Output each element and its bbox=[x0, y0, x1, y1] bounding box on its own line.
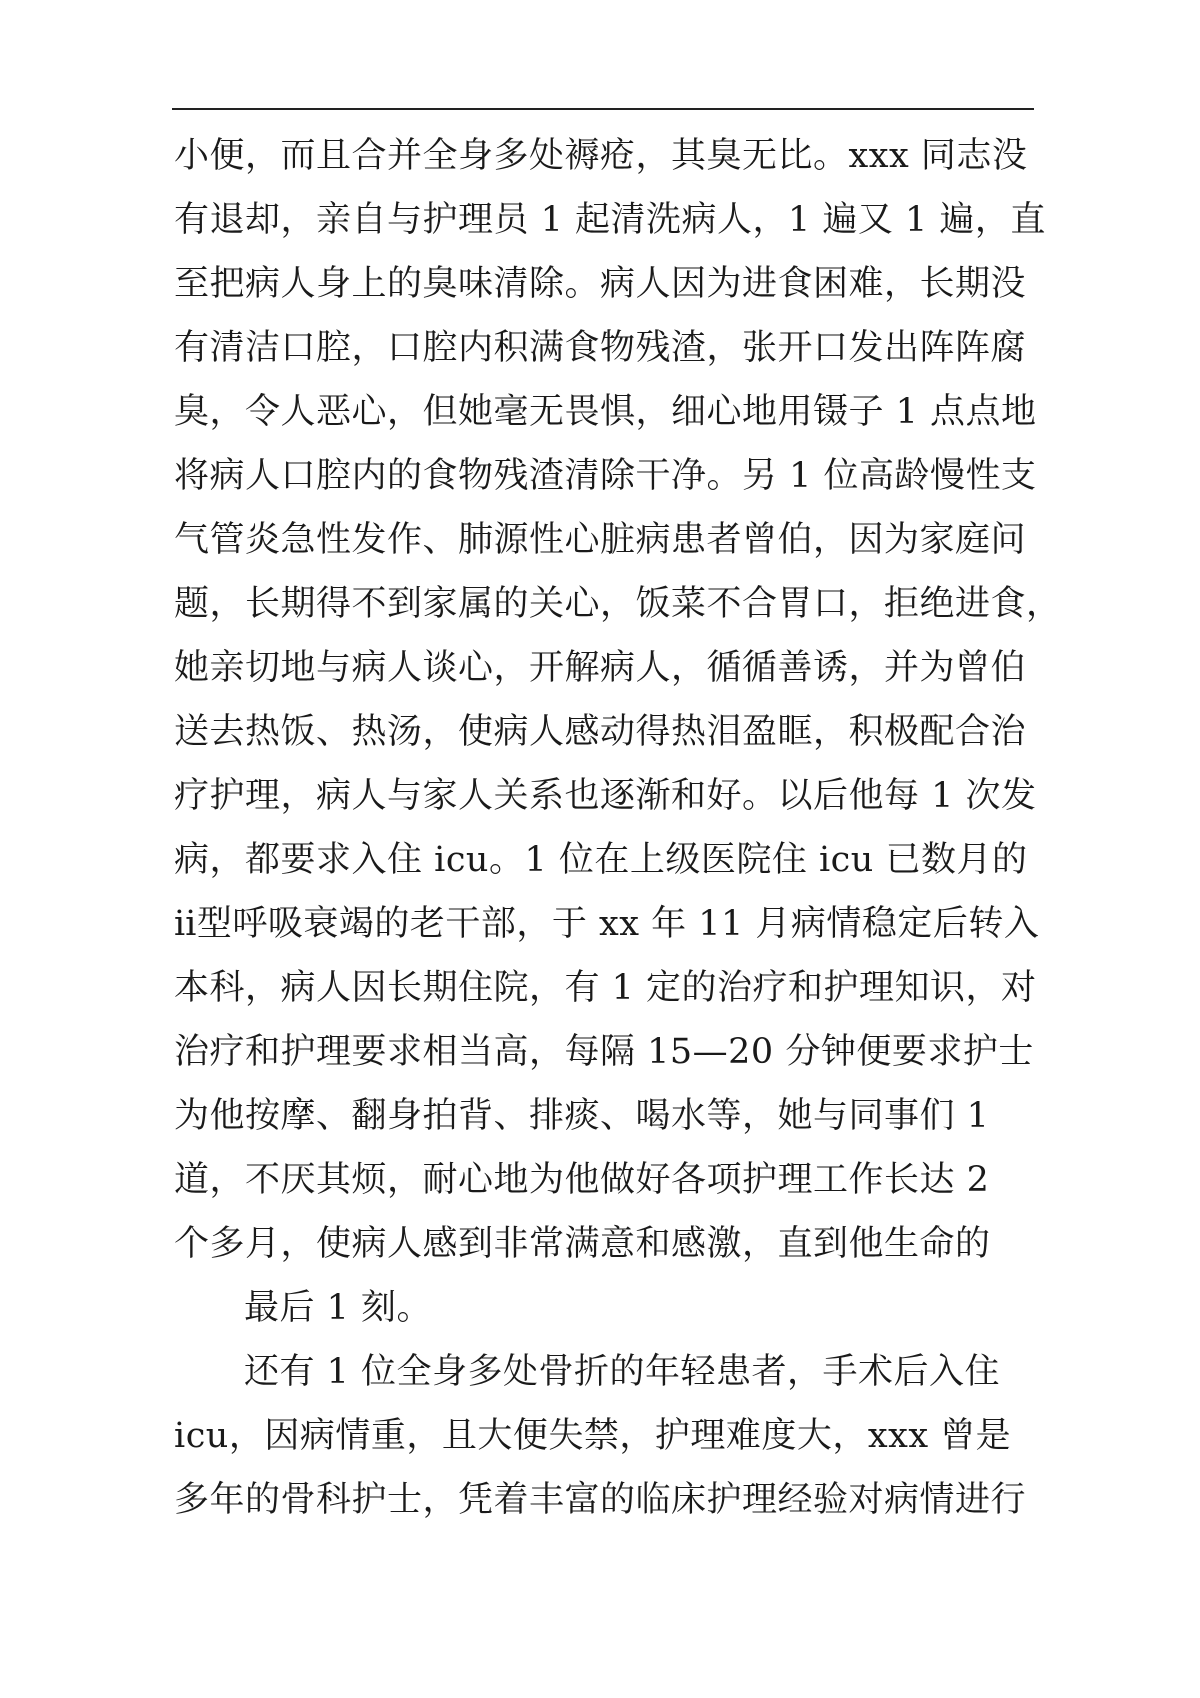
text-line: ⅱ型呼吸衰竭的老干部，于 xx 年 11 月病情稳定后转入 bbox=[174, 904, 1040, 944]
text-line: 送去热饭、热汤，使病人感动得热泪盈眶，积极配合治 bbox=[174, 712, 1027, 752]
text-line: 臭，令人恶心，但她毫无畏惧，细心地用镊子 1 点点地 bbox=[174, 392, 1037, 432]
text-line: 将病人口腔内的食物残渣清除干净。另 1 位高龄慢性支 bbox=[174, 456, 1037, 496]
text-line: 病，都要求入住 icu。1 位在上级医院住 icu 已数月的 bbox=[174, 840, 1028, 880]
header-rule bbox=[172, 108, 1034, 110]
text-line: 本科，病人因长期住院，有 1 定的治疗和护理知识，对 bbox=[174, 968, 1037, 1008]
text-line: 有清洁口腔，口腔内积满食物残渣，张开口发出阵阵腐 bbox=[174, 328, 1027, 368]
text-line: 疗护理，病人与家人关系也逐渐和好。以后他每 1 次发 bbox=[174, 776, 1037, 816]
text-line: 气管炎急性发作、肺源性心脏病患者曾伯，因为家庭问 bbox=[174, 520, 1027, 560]
text-line: 小便，而且合并全身多处褥疮，其臭无比。xxx 同志没 bbox=[174, 136, 1028, 176]
text-line: 个多月，使病人感到非常满意和感激，直到他生命的 bbox=[174, 1224, 991, 1264]
text-line: 治疗和护理要求相当高，每隔 15—20 分钟便要求护士 bbox=[174, 1032, 1034, 1072]
text-line: 至把病人身上的臭味清除。病人因为进食困难，长期没 bbox=[174, 264, 1027, 304]
text-line: 她亲切地与病人谈心，开解病人，循循善诱，并为曾伯 bbox=[174, 648, 1027, 688]
body-text bbox=[174, 124, 1062, 1532]
text-line: 有退却，亲自与护理员 1 起清洗病人，1 遍又 1 遍，直 bbox=[174, 200, 1046, 240]
text-line: 为他按摩、翻身拍背、排痰、喝水等，她与同事们 1 bbox=[174, 1096, 990, 1136]
paragraph-start-line: 还有 1 位全身多处骨折的年轻患者，手术后入住 bbox=[244, 1352, 1001, 1392]
text-line: icu，因病情重，且大便失禁，护理难度大，xxx 曾是 bbox=[174, 1416, 1012, 1456]
text-line-indented: 最后 1 刻。 bbox=[244, 1288, 433, 1328]
text-line: 道，不厌其烦，耐心地为他做好各项护理工作长达 2 bbox=[174, 1160, 990, 1200]
text-line: 题，长期得不到家属的关心，饭菜不合胃口，拒绝进食， bbox=[174, 584, 1062, 624]
text-line: 多年的骨科护士，凭着丰富的临床护理经验对病情进行 bbox=[174, 1480, 1027, 1520]
